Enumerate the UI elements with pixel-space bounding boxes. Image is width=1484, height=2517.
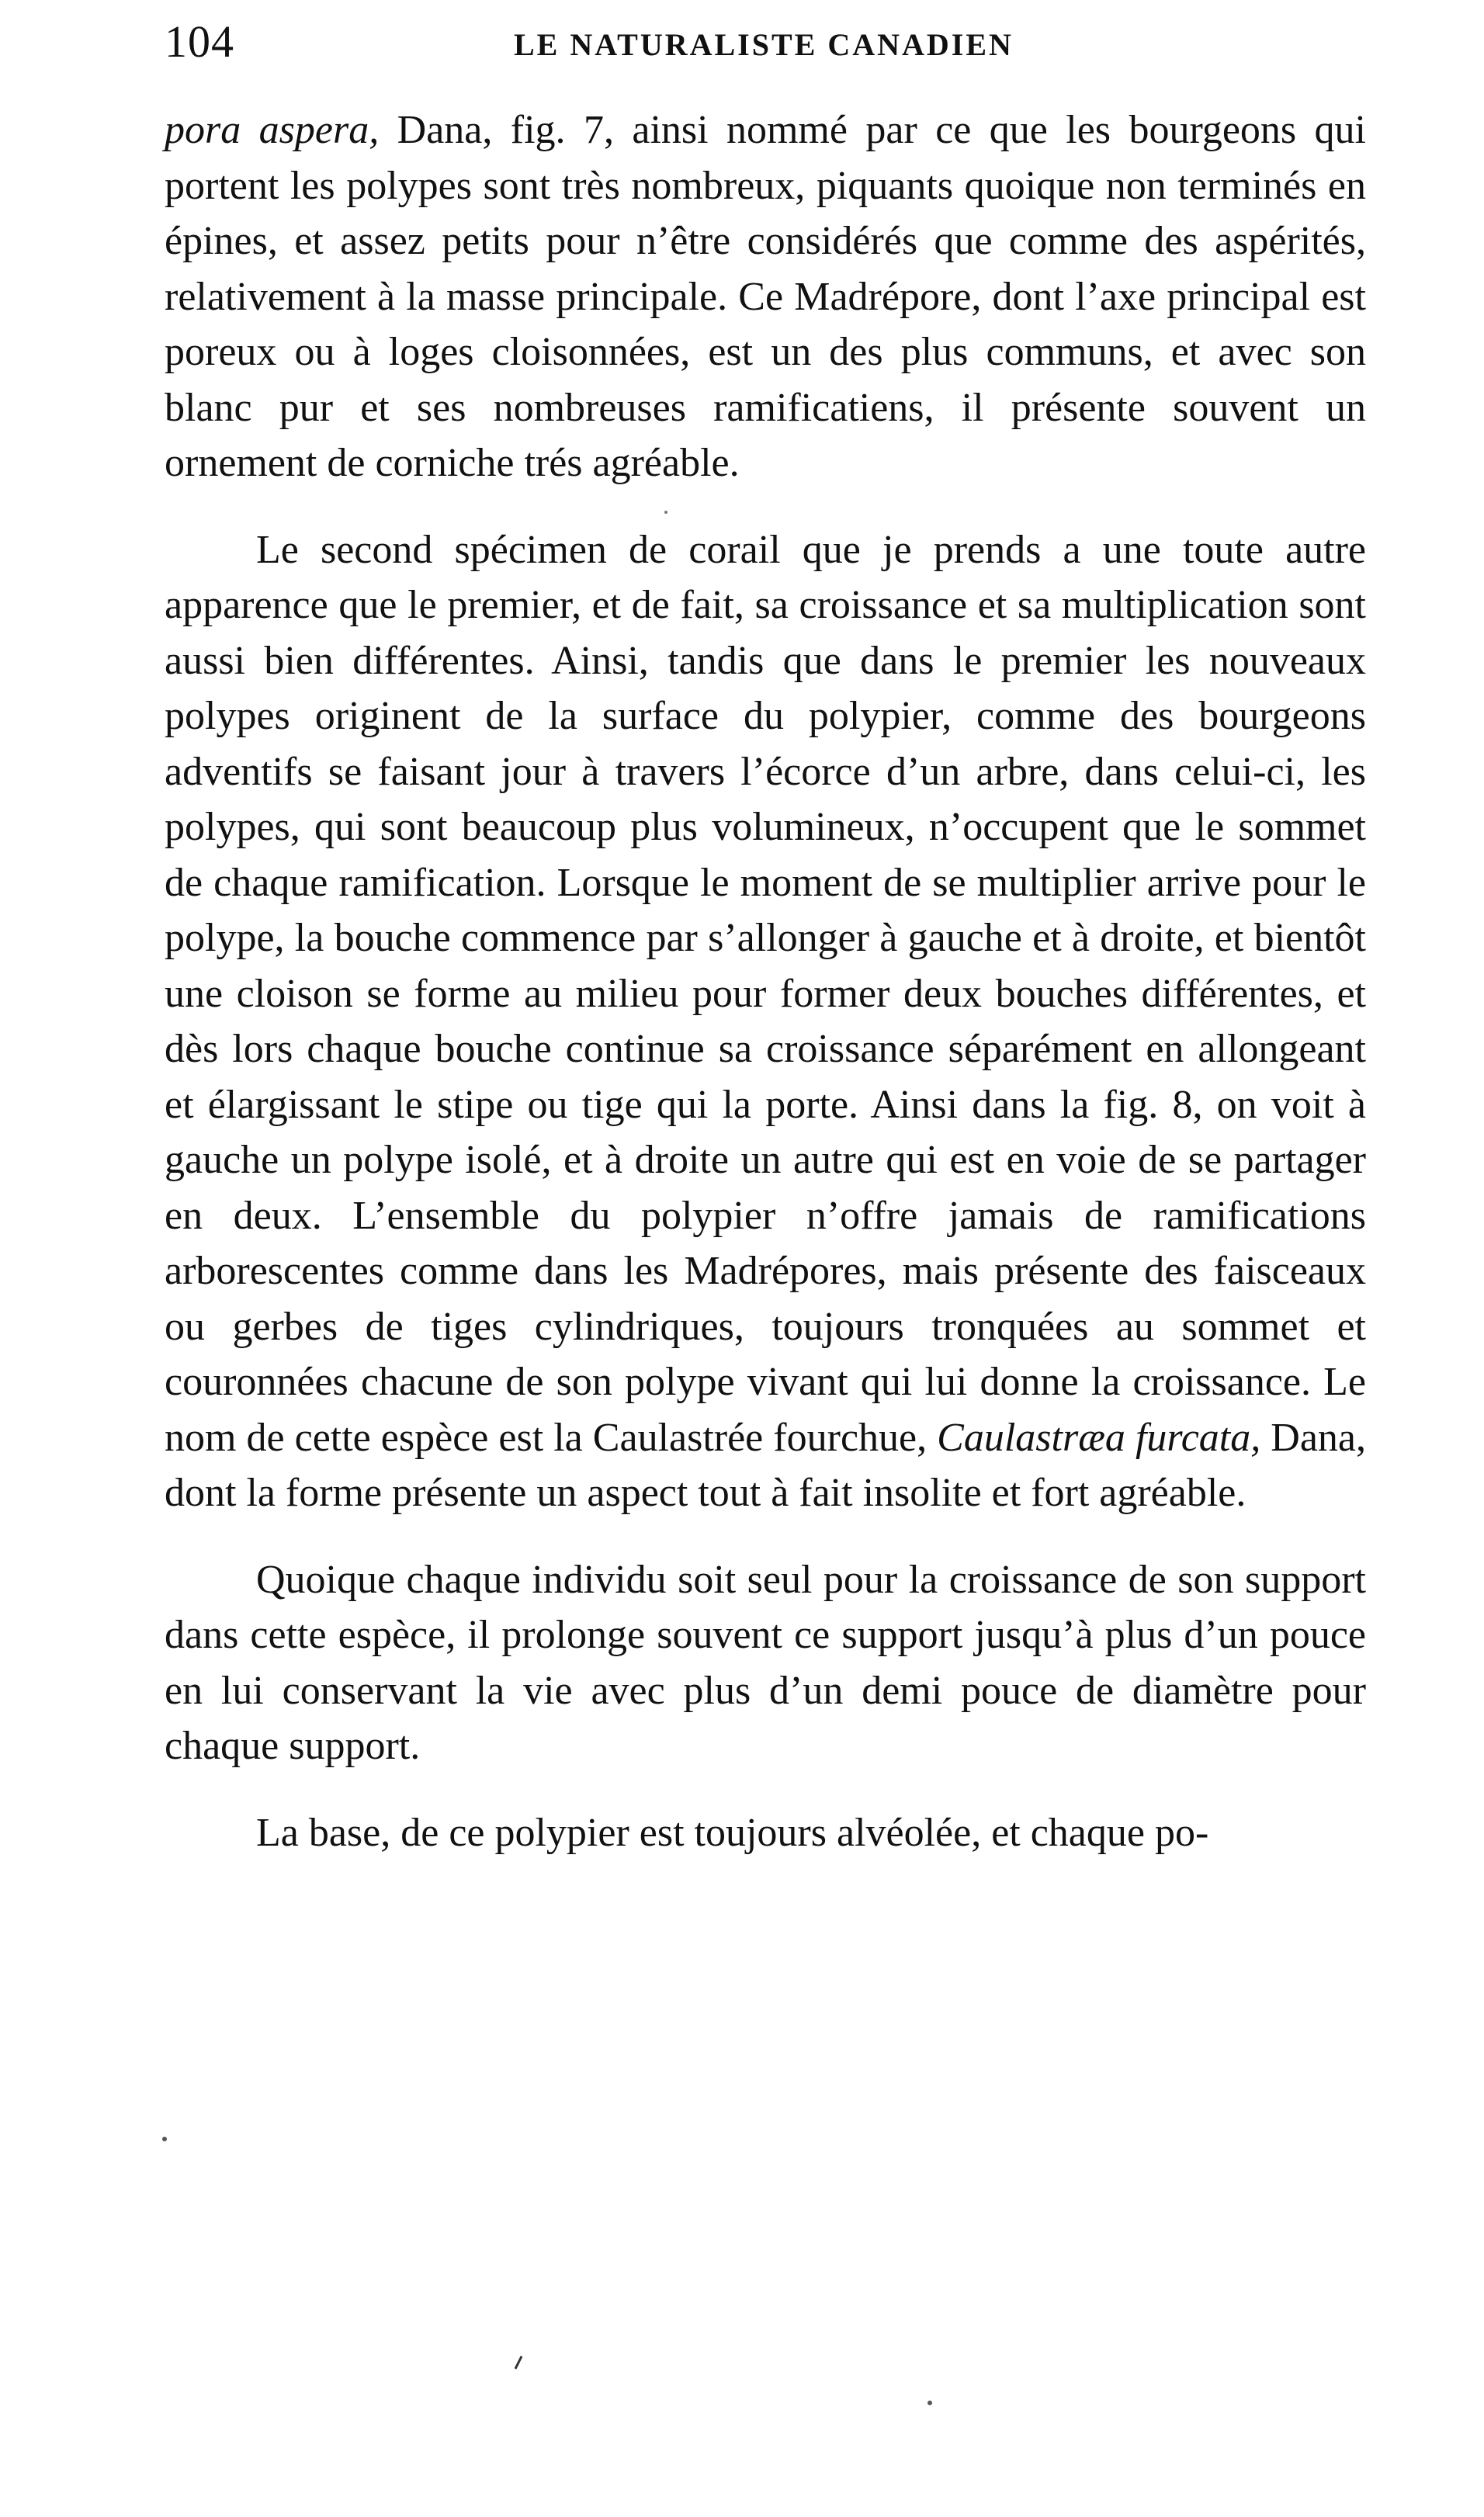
body-text xyxy=(165,102,1366,1891)
paragraph-1 xyxy=(165,102,1366,491)
page-header xyxy=(165,11,1375,73)
species-name-italic: Caulastræa furcata, xyxy=(937,1415,1261,1460)
paragraph-2 xyxy=(165,522,1366,1521)
page-number: 104 xyxy=(165,16,234,67)
paragraph-1-text: Dana, fig. 7, ainsi nommé par ce que les bourgeons qui portent les polypes sont très nombreux, piquants quoique non terminés en épines, et assez petits pour n’être considérés que comme des aspérités, relativement à la masse principale. Ce Madrépore, dont l’axe principal est poreux ou à loges cloisonnées, est un des plus communs, et avec son blanc pur et ses nombreuses ramificatiens, il présente souvent un ornement de corniche trés agréable. xyxy=(165,108,1367,485)
running-title: LE NATURALISTE CANADIEN xyxy=(514,27,1014,62)
species-name-italic: pora aspera, xyxy=(165,108,380,152)
paragraph-4-text: La base, de ce polypier est toujours alvéolée, et chaque po- xyxy=(256,1810,1209,1855)
paragraph-4 xyxy=(165,1805,1366,1861)
paragraph-3 xyxy=(165,1552,1366,1774)
paragraph-2-text-after: Dana, dont la forme présente un aspect tout à fait insolite et fort agréable. xyxy=(165,1415,1366,1515)
paragraph-2-text-before: Le second spécimen de corail que je prends a une toute autre apparence que le premier, et de fait, sa croissance et sa multiplication sont aussi bien différentes. Ainsi, tandis que dans le premier les nouveaux polypes originent de la surface du polypier, comme des bourgeons adventifs se faisant jour à travers l’écorce d’un arbre, dans celui-ci, les polypes, qui sont beaucoup plus volumineux, n’occupent que le sommet de chaque ramification. Lorsque le moment de se multiplier arrive pour le polype, la bouche commence par s’allonger à gauche et à droite, et bientôt une cloison se forme au milieu pour former deux bouches différentes, et dès lors chaque bouche continue sa croissance séparément en allongeant et élargissant le stipe ou tige qui la porte. Ainsi dans la fig. 8, on voit à gauche un polype isolé, et à droite un autre qui est en voie de se partager en deux. L’ensemble du polypier n’offre jamais de ramifications arborescentes comme dans les Madrépores, mais présente des faisceaux ou gerbes de tiges cylindriques, toujours tronquées au sommet et couronnées chacune de son polype vivant qui lui donne la croissance. Le nom de cette espèce est la Caulastrée fourchue, xyxy=(165,527,1366,1460)
paragraph-3-text: Quoique chaque individu soit seul pour la croissance de son support dans cette espèce, il prolonge souvent ce support jusqu’à plus d’un pouce en lui conservant la vie avec plus d’un demi pouce de diamètre pour chaque support. xyxy=(165,1557,1366,1768)
